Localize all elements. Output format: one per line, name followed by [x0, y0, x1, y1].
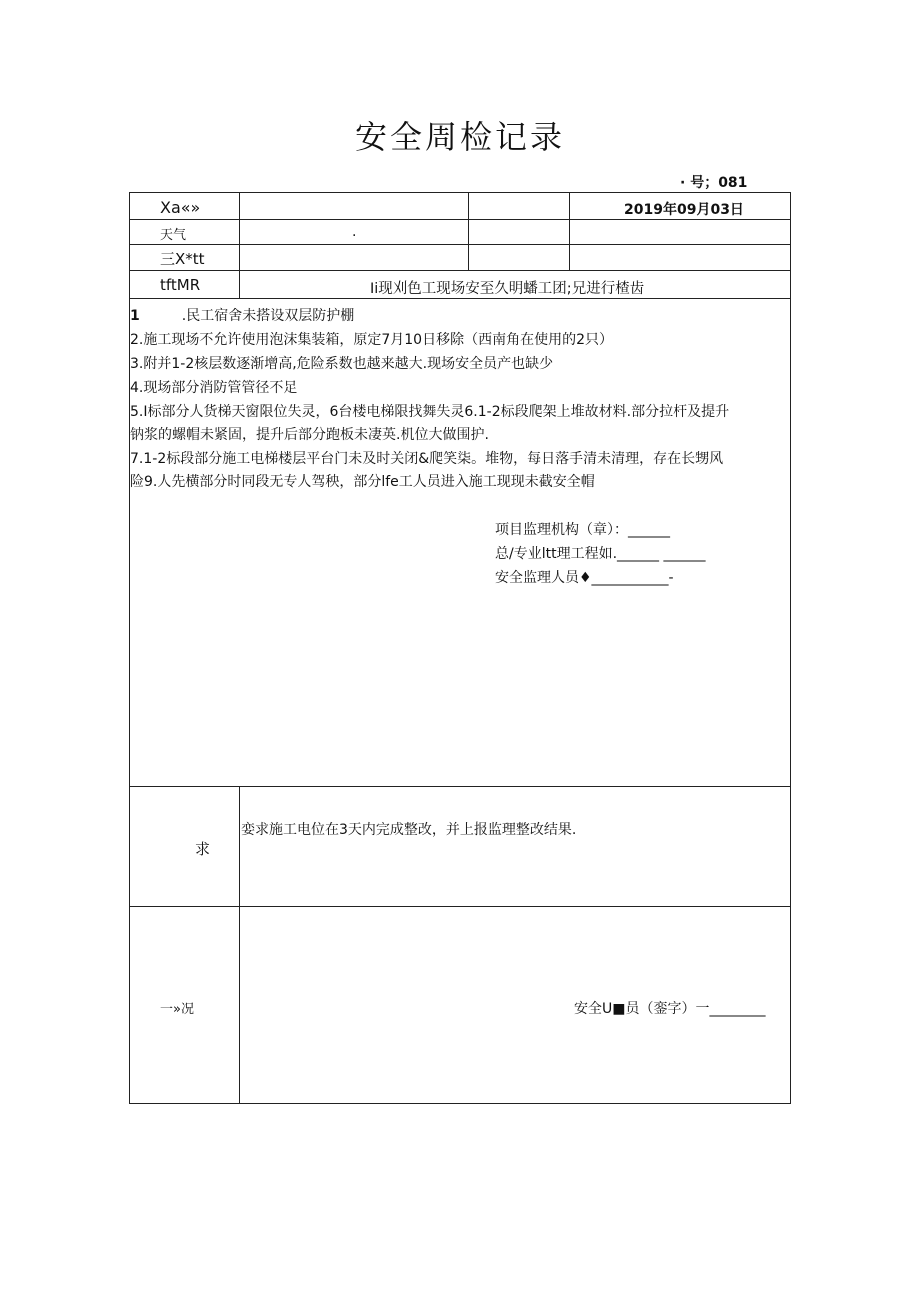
document-title: 安全周检记录: [354, 118, 565, 156]
findings-item-text: .民工宿舍未搭设双层防护棚: [181, 308, 355, 324]
row-divider: [129, 906, 791, 907]
row2-label: 天气: [160, 228, 187, 243]
col-divider: [239, 786, 240, 1104]
col-divider: [239, 192, 240, 298]
requirement-text: 娈求施工电位在3天内完成整改，并上报监理整改结果.: [241, 822, 577, 838]
inspection-date: 2019年09月03日: [624, 202, 744, 218]
col-divider: [468, 192, 469, 270]
row1-label: Xa«»: [160, 198, 201, 217]
row-divider: [129, 786, 791, 787]
safety-supervisor-signature: 安全监理人员♦___________-: [495, 570, 674, 586]
requirement-label: 求: [195, 840, 211, 858]
row-divider: [129, 298, 791, 299]
findings-item: 5.I标部分人货梯天窗限位失灵，6台楼电梯限找舞失灵6.1-2标段爬架上堆故材料.部分拉杆及提升: [130, 404, 730, 420]
findings-item: 7.1-2标段部分施工电梯楼层平台门未及时关闭&爬笑柒。堆物，每日落手清未清理，存在长甥风: [130, 451, 724, 467]
supervision-org-signature: 项目监理机构（章）：______: [495, 522, 670, 538]
findings-item: 钠浆的螺帽未紧固，提升后部分跑板未凄英.机位大做围护.: [130, 427, 489, 443]
row-divider: [129, 244, 791, 245]
row-divider: [129, 270, 791, 271]
row3-label: 三X*tt: [160, 250, 205, 268]
findings-item: 2.施工现场不允许使用泡沫集装箱，原定7月10日移除（西南角在使用的2只）: [130, 332, 613, 348]
safety-officer-signature: 安全U■员（銮字）一________: [574, 1001, 766, 1017]
status-label: 一»况: [160, 1002, 194, 1017]
row2-col3: .: [352, 224, 357, 240]
document-number: · 号；081: [680, 175, 748, 191]
findings-item-number: 1: [130, 308, 140, 324]
col-divider: [569, 192, 570, 270]
row4-label: tftMR: [160, 276, 201, 294]
findings-item: 4.现场部分消防管管径不足: [130, 380, 298, 396]
row-divider: [129, 219, 791, 220]
findings-item: [130, 305, 354, 325]
findings-item: 险9.人先横部分时同段无专人驾秧，部分lfe工人员进入施工现现未截安全帽: [130, 474, 595, 490]
inspection-scope: Ii现刈色工现场安至久明蟠工团;兄进行楂齿: [370, 281, 645, 297]
findings-item: 3.附并1-2核层数逐渐增高,危险系数也越来越大.现场安全员产也缺少: [130, 356, 554, 372]
chief-engineer-signature: 总/专业ltt理工程如.______ ______: [495, 546, 706, 562]
